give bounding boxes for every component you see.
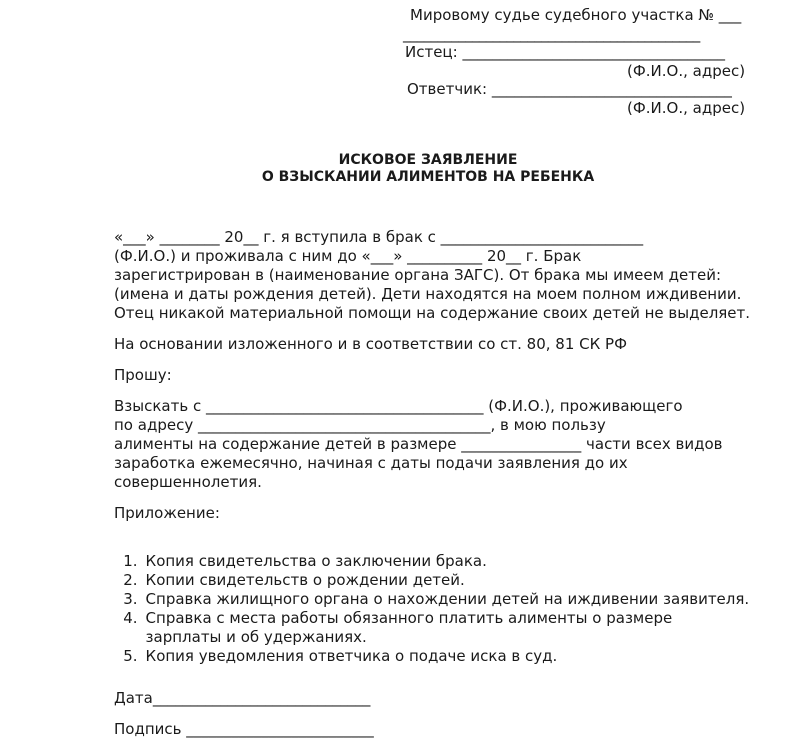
body-para1-line2: (Ф.И.О.) и проживала с ним до «___» __________ 20__ г. Брак — [114, 247, 582, 265]
appendix-item-text: Копии свидетельств о рождении детей. — [145, 571, 465, 589]
appendix-item-number: 5. — [123, 647, 138, 665]
body-para1-line4: (имена и даты рождения детей). Дети находятся на моем полном иждивении. — [114, 285, 742, 303]
body-para4-line1: Взыскать с _____________________________________ (Ф.И.О.), проживающего — [114, 397, 683, 415]
judge-underline: ___________________________________________ — [403, 25, 700, 43]
appendix-item-text: Копия уведомления ответчика о подаче иска в суд. — [145, 647, 558, 665]
body-para4-line2: по адресу _______________________________________, в мою пользу — [114, 416, 606, 434]
appendix-item-number: 2. — [123, 571, 138, 589]
judge-line: Мировому судье судебного участка № ___ — [410, 6, 742, 24]
plaintiff-line: Истец: ___________________________________ — [405, 43, 725, 61]
document-title: ИСКОВОЕ ЗАЯВЛЕНИЕ — [338, 152, 518, 168]
appendix-item-text: Справка жилищного органа о нахождении детей на иждивении заявителя. — [145, 590, 750, 608]
appendix-item-text: Копия свидетельства о заключении брака. — [145, 552, 487, 570]
appendix-item-number: 3. — [123, 590, 138, 608]
signature-field: Подпись _________________________ — [114, 720, 374, 738]
appendix-item-number: 4. — [123, 609, 138, 627]
appendix-item-number: 1. — [123, 552, 138, 570]
body-para2: На основании изложенного и в соответствии со ст. 80, 81 СК РФ — [114, 335, 628, 353]
document-subtitle: О ВЗЫСКАНИИ АЛИМЕНТОВ НА РЕБЕНКА — [261, 169, 595, 185]
body-para4-line5: совершеннолетия. — [114, 473, 262, 491]
body-request-title: Прошу: — [114, 366, 172, 384]
date-field: Дата_____________________________ — [114, 689, 371, 707]
plaintiff-note: (Ф.И.О., адрес) — [627, 62, 746, 80]
appendix-item-text: Справка с места работы обязанного платить алименты о размере зарплаты и об удержаниях. — [145, 609, 673, 646]
body-para4-line3: алименты на содержание детей в размере ________________ части всех видов — [114, 435, 723, 453]
defendant-line: Ответчик: ________________________________ — [407, 80, 732, 98]
body-para4-line4: заработка ежемесячно, начиная с даты подачи заявления до их — [114, 454, 628, 472]
body-para1-line3: зарегистрирован в (наименование органа ЗАГС). От брака мы имеем детей: — [114, 266, 722, 284]
appendix-item — [106, 628, 557, 666]
body-para1-line5: Отец никакой материальной помощи на содержание своих детей не выделяет. — [114, 304, 751, 322]
appendix-title: Приложение: — [114, 504, 220, 522]
defendant-note: (Ф.И.О., адрес) — [627, 99, 746, 117]
body-para1-line1: «___» ________ 20__ г. я вступила в брак с ___________________________ — [114, 228, 644, 246]
